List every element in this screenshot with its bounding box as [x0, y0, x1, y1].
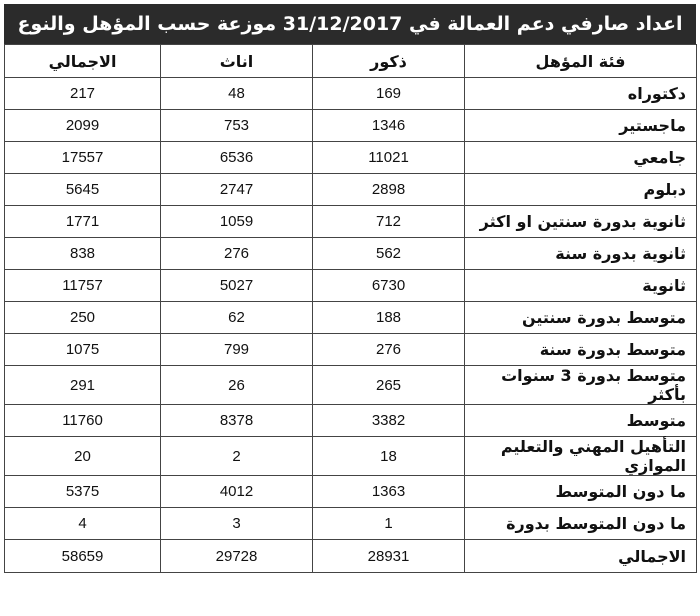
males-cell: 1 [313, 508, 465, 540]
females-cell: 48 [161, 78, 313, 110]
males-cell: 18 [313, 437, 465, 476]
category-cell: متوسط بدورة 3 سنوات بأكثر [465, 366, 697, 405]
category-cell: متوسط بدورة سنتين [465, 302, 697, 334]
table-row [5, 476, 697, 508]
header-category: فئة المؤهل [465, 45, 697, 78]
total-cell: 58659 [5, 540, 161, 573]
category-cell: ثانوية [465, 270, 697, 302]
females-cell: 2 [161, 437, 313, 476]
table-row [5, 334, 697, 366]
table-row [5, 142, 697, 174]
females-cell: 6536 [161, 142, 313, 174]
category-cell: متوسط بدورة سنة [465, 334, 697, 366]
qualification-table [4, 44, 697, 573]
males-cell: 562 [313, 238, 465, 270]
total-cell: 11760 [5, 405, 161, 437]
total-cell: 2099 [5, 110, 161, 142]
total-cell: 4 [5, 508, 161, 540]
males-cell: 6730 [313, 270, 465, 302]
header-males: ذكور [313, 45, 465, 78]
males-cell: 265 [313, 366, 465, 405]
males-cell: 169 [313, 78, 465, 110]
males-cell: 188 [313, 302, 465, 334]
table-title: اعداد صارفي دعم العمالة في 31/12/2017 موزعة حسب المؤهل والنوع [4, 4, 696, 44]
header-females: اناث [161, 45, 313, 78]
table-row [5, 270, 697, 302]
males-cell: 712 [313, 206, 465, 238]
category-cell: جامعي [465, 142, 697, 174]
header-row [5, 45, 697, 78]
females-cell: 5027 [161, 270, 313, 302]
category-cell: ما دون المتوسط بدورة [465, 508, 697, 540]
category-cell: دبلوم [465, 174, 697, 206]
males-cell: 3382 [313, 405, 465, 437]
table-row [5, 174, 697, 206]
females-cell: 26 [161, 366, 313, 405]
total-cell: 838 [5, 238, 161, 270]
table-body [5, 78, 697, 573]
males-cell: 11021 [313, 142, 465, 174]
total-row [5, 540, 697, 573]
total-cell: 17557 [5, 142, 161, 174]
total-cell: 291 [5, 366, 161, 405]
total-cell: 5375 [5, 476, 161, 508]
males-cell: 1346 [313, 110, 465, 142]
females-cell: 29728 [161, 540, 313, 573]
table-row [5, 366, 697, 405]
total-cell: 1771 [5, 206, 161, 238]
category-cell: متوسط [465, 405, 697, 437]
total-cell: 20 [5, 437, 161, 476]
table-row [5, 110, 697, 142]
females-cell: 4012 [161, 476, 313, 508]
category-cell: ما دون المتوسط [465, 476, 697, 508]
total-cell: 217 [5, 78, 161, 110]
males-cell: 1363 [313, 476, 465, 508]
table-row [5, 508, 697, 540]
females-cell: 8378 [161, 405, 313, 437]
category-cell: دكتوراه [465, 78, 697, 110]
total-cell: 1075 [5, 334, 161, 366]
category-cell: ثانوية بدورة سنتين او اكثر [465, 206, 697, 238]
table-row [5, 238, 697, 270]
header-total: الاجمالي [5, 45, 161, 78]
females-cell: 2747 [161, 174, 313, 206]
category-cell: ماجستير [465, 110, 697, 142]
females-cell: 62 [161, 302, 313, 334]
females-cell: 276 [161, 238, 313, 270]
females-cell: 753 [161, 110, 313, 142]
category-cell: الاجمالي [465, 540, 697, 573]
females-cell: 3 [161, 508, 313, 540]
males-cell: 28931 [313, 540, 465, 573]
females-cell: 1059 [161, 206, 313, 238]
table-row [5, 206, 697, 238]
total-cell: 11757 [5, 270, 161, 302]
females-cell: 799 [161, 334, 313, 366]
table-row [5, 437, 697, 476]
table-row [5, 405, 697, 437]
males-cell: 276 [313, 334, 465, 366]
total-cell: 5645 [5, 174, 161, 206]
total-cell: 250 [5, 302, 161, 334]
category-cell: ثانوية بدورة سنة [465, 238, 697, 270]
table-row [5, 302, 697, 334]
table-row [5, 78, 697, 110]
males-cell: 2898 [313, 174, 465, 206]
category-cell: التأهيل المهني والتعليم الموازي [465, 437, 697, 476]
